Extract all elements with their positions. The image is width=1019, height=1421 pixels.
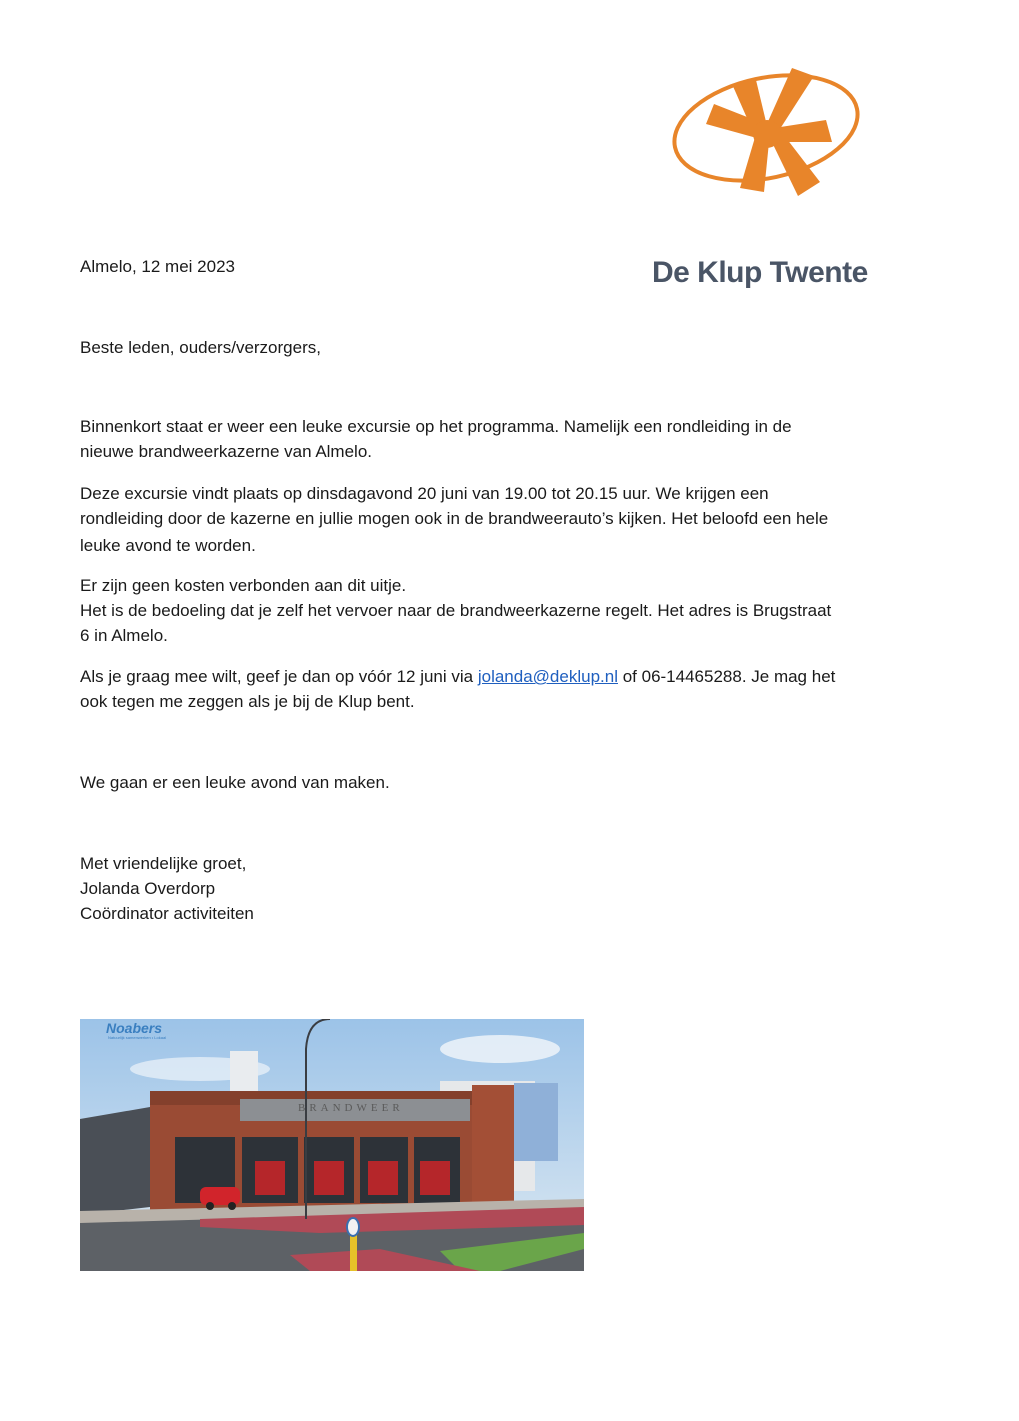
fire-station-image: [80, 1019, 584, 1271]
signup-phone-text: of 06-14465288. Je mag het: [617, 667, 836, 686]
paragraph-signup: [80, 664, 910, 714]
paragraph-closing-remark: We gaan er een leuke avond van maken.: [80, 773, 390, 792]
paragraph-details: [80, 481, 910, 558]
asterisk-logo-icon: [648, 60, 888, 240]
noabers-tagline: Natuurlijk samenwerken • Lokaal: [108, 1035, 167, 1040]
signup-text: Als je graag mee wilt, geef je dan op vóór 12 juni via: [80, 667, 478, 686]
de-klup-twente-logo: [648, 60, 888, 289]
paragraph-line: ook tegen me zeggen als je bij de Klup bent.: [80, 692, 415, 711]
closing-greeting: Met vriendelijke groet,: [80, 854, 247, 873]
paragraph-costs-address: [80, 573, 910, 648]
building-sign-text: BRANDWEER: [298, 1102, 404, 1114]
paragraph-line: rondleiding door de kazerne en jullie mogen ook in de brandweerauto’s kijken. Het beloofd een hele: [80, 509, 829, 528]
noabers-brand-text: Noabers: [106, 1020, 163, 1036]
signer-role: Coördinator activiteiten: [80, 904, 254, 923]
signer-name: Jolanda Overdorp: [80, 879, 216, 898]
paragraph-line: 6 in Almelo.: [80, 626, 168, 645]
paragraph-line: [80, 664, 910, 689]
logo-wordmark: De Klup Twente: [652, 256, 868, 289]
letter-greeting: Beste leden, ouders/verzorgers,: [80, 338, 321, 357]
paragraph-intro: [80, 414, 910, 464]
letter-date: Almelo, 12 mei 2023: [80, 257, 235, 276]
paragraph-line: leuke avond te worden.: [80, 536, 256, 555]
letter-signature: [80, 851, 910, 926]
paragraph-line: Er zijn geen kosten verbonden aan dit uitje.: [80, 576, 407, 595]
paragraph-line: nieuwe brandweerkazerne van Almelo.: [80, 442, 373, 461]
email-link[interactable]: jolanda@deklup.nl: [477, 667, 618, 686]
paragraph-line: Deze excursie vindt plaats op dinsdagavond 20 juni van 19.00 tot 20.15 uur. We krijgen een: [80, 484, 769, 503]
paragraph-line: Binnenkort staat er weer een leuke excursie op het programma. Namelijk een rondleiding in de: [80, 417, 792, 436]
paragraph-line: Het is de bedoeling dat je zelf het vervoer naar de brandweerkazerne regelt. Het adres is Brugstraat: [80, 601, 832, 620]
